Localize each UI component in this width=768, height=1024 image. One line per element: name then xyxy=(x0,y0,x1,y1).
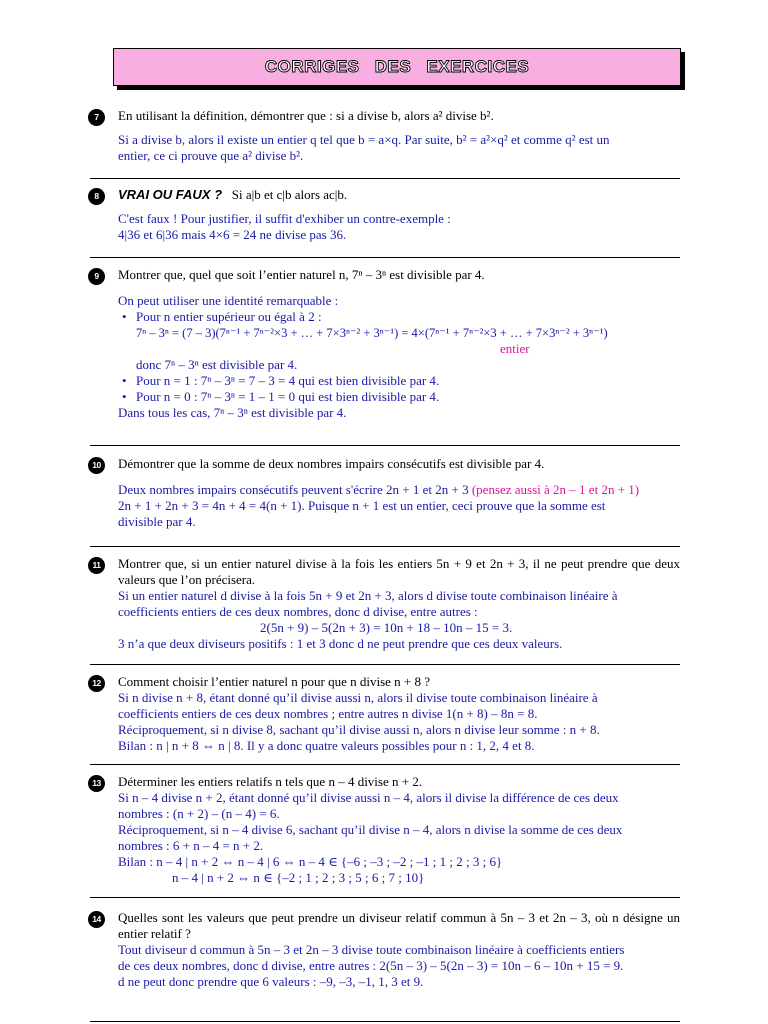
answer-line: Si n divise n + 8, étant donné qu’il divise aussi n, alors il divise toute combinaison linéaire à xyxy=(118,690,598,705)
answer-line: nombres : (n + 2) – (n – 4) = 6. xyxy=(118,806,280,821)
exercise-question: Déterminer les entiers relatifs n tels que n – 4 divise n + 2. xyxy=(118,774,423,789)
true-false-label: VRAI OU FAUX ? xyxy=(118,187,223,202)
exercise-question: Montrer que, quel que soit l’entier naturel n, 7ⁿ – 3ⁿ est divisible par 4. xyxy=(118,267,485,282)
exercise-8 xyxy=(90,187,680,243)
exercise-14 xyxy=(90,910,680,990)
answer-line: Si un entier naturel d divise à la fois 5n + 9 et 2n + 3, alors d divise toute combinaison linéaire à xyxy=(118,588,618,603)
exercise-9 xyxy=(90,267,680,421)
answer-line: On peut utiliser une identité remarquable : xyxy=(118,293,339,308)
exercise-answer xyxy=(118,588,680,652)
exercise-number-badge: 13 xyxy=(88,775,105,792)
answer-line: Si n – 4 divise n + 2, étant donné qu’il divise aussi n – 4, alors il divise la différence de ces deux xyxy=(118,790,619,805)
title-banner xyxy=(113,48,681,86)
separator xyxy=(90,178,680,179)
exercise-question: Démontrer que la somme de deux nombres impairs consécutifs est divisible par 4. xyxy=(118,456,545,471)
answer-line: Bilan : n – 4 | n + 2 ⇔ n – 4 | 6 ⇔ n – 4 ∈ {–6 ; –3 ; –2 ; –1 ; 1 ; 2 ; 3 ; 6} xyxy=(118,854,503,869)
exercise-answer xyxy=(118,790,680,886)
formula: 7ⁿ – 3ⁿ = (7 – 3)(7ⁿ⁻¹ + 7ⁿ⁻²×3 + … + 7×3ⁿ⁻² + 3ⁿ⁻¹) = 4×(7ⁿ⁻¹ + 7ⁿ⁻²×3 + … + 7×3ⁿ⁻² + 3ⁿ⁻¹) xyxy=(136,326,608,340)
bullet-item: • Pour n entier supérieur ou égal à 2 : xyxy=(118,309,680,325)
answer-line: C'est faux ! Pour justifier, il suffit d'exhiber un contre-exemple : xyxy=(118,211,451,226)
answer-line: Réciproquement, si n – 4 divise 6, sachant qu’il divise n – 4, alors n divise la somme de ces deux xyxy=(118,822,623,837)
exercise-answer xyxy=(118,942,680,990)
bullet-item: • Pour n = 1 : 7ⁿ – 3ⁿ = 7 – 3 = 4 qui est bien divisible par 4. xyxy=(118,373,680,389)
exercise-number-badge: 9 xyxy=(88,268,105,285)
formula: 2(5n + 9) – 5(2n + 3) = 10n + 18 – 10n – 15 = 3. xyxy=(260,620,513,635)
exercise-question: En utilisant la définition, démontrer que : si a divise b, alors a² divise b². xyxy=(118,108,494,123)
separator xyxy=(90,764,680,765)
answer-line xyxy=(118,482,680,498)
answer-line: 4|36 et 6|36 mais 4×6 = 24 ne divise pas 36. xyxy=(118,227,347,242)
answer-line: divisible par 4. xyxy=(118,514,196,529)
answer-line: coefficients entiers de ces deux nombres ; entre autres n divise 1(n + 8) – 8n = 8. xyxy=(118,706,538,721)
exercise-number-badge: 11 xyxy=(88,557,105,574)
answer-line: de ces deux nombres, donc d divise, entre autres : 2(5n – 3) – 5(2n – 3) = 10n – 6 – 10n + 15 = 9. xyxy=(118,958,624,973)
exercise-10 xyxy=(90,456,680,530)
answer-line: coefficients entiers de ces deux nombres, donc d divise, entre autres : xyxy=(118,604,478,619)
exercise-13 xyxy=(90,774,680,886)
exercise-number-badge: 14 xyxy=(88,911,105,928)
answer-line: 3 n’a que deux diviseurs positifs : 1 et 3 donc d ne peut prendre que ces deux valeurs. xyxy=(118,636,563,651)
exercise-number-badge: 12 xyxy=(88,675,105,692)
answer-line: Si a divise b, alors il existe un entier q tel que b = a×q. Par suite, b² = a²×q² et comme q² est un xyxy=(118,132,610,147)
answer-line: Réciproquement, si n divise 8, sachant qu’il divise aussi n, alors n divise leur somme : n + 8. xyxy=(118,722,600,737)
answer-text: Deux nombres impairs consécutifs peuvent s'écrire 2n + 1 et 2n + 3 xyxy=(118,482,469,497)
exercise-number-badge: 8 xyxy=(88,188,105,205)
page-title: CORRIGES DES EXERCICES xyxy=(264,57,530,76)
exercise-answer xyxy=(118,132,680,164)
answer-line: Dans tous les cas, 7ⁿ – 3ⁿ est divisible par 4. xyxy=(118,405,347,420)
exercise-answer xyxy=(118,211,680,243)
separator xyxy=(90,897,680,898)
exercise-question xyxy=(118,187,680,203)
exercise-answer xyxy=(118,690,680,754)
hint-note: (pensez aussi à 2n – 1 et 2n + 1) xyxy=(471,482,640,497)
exercise-number-badge: 10 xyxy=(88,457,105,474)
answer-line: donc 7ⁿ – 3ⁿ est divisible par 4. xyxy=(136,357,298,372)
separator xyxy=(90,1021,680,1022)
exercise-7 xyxy=(90,108,680,164)
answer-line: Tout diviseur d commun à 5n – 3 et 2n – 3 divise toute combinaison linéaire à coefficients entiers xyxy=(118,942,625,957)
separator xyxy=(90,664,680,665)
formula-note: entier xyxy=(500,341,530,356)
exercise-question: Montrer que, si un entier naturel divise à la fois les entiers 5n + 9 et 2n + 3, il ne peut prendre que deux valeurs que l’on précisera. xyxy=(118,556,680,587)
separator xyxy=(90,546,680,547)
exercise-number-badge: 7 xyxy=(88,109,105,126)
separator xyxy=(90,257,680,258)
separator xyxy=(90,445,680,446)
exercise-question: Comment choisir l’entier naturel n pour que n divise n + 8 ? xyxy=(118,674,431,689)
answer-line: 2n + 1 + 2n + 3 = 4n + 4 = 4(n + 1). Puisque n + 1 est un entier, ceci prouve que la somme est xyxy=(118,498,606,513)
answer-line: n – 4 | n + 2 ⇔ n ∈ {–2 ; 1 ; 2 ; 3 ; 5 ; 6 ; 7 ; 10} xyxy=(172,870,425,885)
exercise-11 xyxy=(90,556,680,652)
exercise-answer xyxy=(118,482,680,530)
exercise-question: Quelles sont les valeurs que peut prendre un diviseur relatif commun à 5n – 3 et 2n – 3, où n désigne un entier relatif ? xyxy=(118,910,680,941)
answer-line: entier, ce ci prouve que a² divise b². xyxy=(118,148,304,163)
answer-line: nombres : 6 + n – 4 = n + 2. xyxy=(118,838,264,853)
statement: Si a|b et c|b alors ac|b. xyxy=(231,187,348,202)
answer-line: Bilan : n | n + 8 ⇔ n | 8. Il y a donc quatre valeurs possibles pour n : 1, 2, 4 et 8. xyxy=(118,738,535,753)
exercise-12 xyxy=(90,674,680,754)
answer-line: d ne peut donc prendre que 6 valeurs : –9, –3, –1, 1, 3 et 9. xyxy=(118,974,424,989)
exercise-answer xyxy=(118,293,680,421)
bullet-item: • Pour n = 0 : 7ⁿ – 3ⁿ = 1 – 1 = 0 qui est bien divisible par 4. xyxy=(118,389,680,405)
